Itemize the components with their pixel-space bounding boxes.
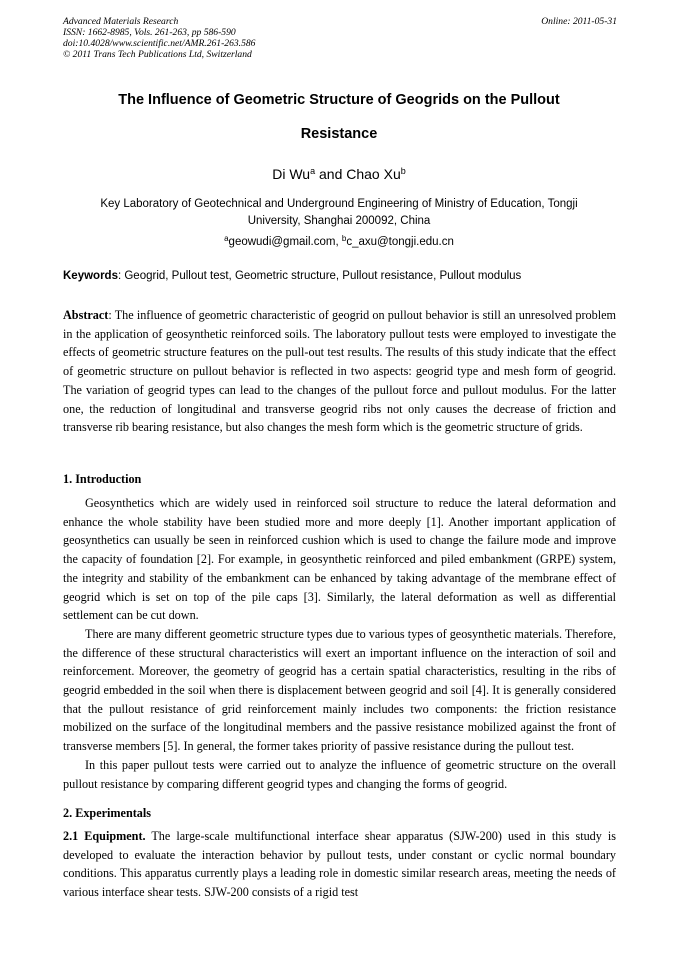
keywords	[63, 270, 617, 282]
title-line-1: The Influence of Geometric Structure of Geogrids on the Pullout	[118, 92, 560, 108]
equipment-label: 2.1 Equipment.	[63, 829, 146, 843]
abstract-label: Abstract	[63, 308, 109, 322]
author-2: Chao Xu	[346, 166, 401, 182]
intro-section	[63, 494, 616, 793]
email-2[interactable]: c_axu@tongji.edu.cn	[346, 236, 454, 248]
issn: ISSN: 1662-8985, Vols. 261-263, pp 586-590	[63, 27, 236, 38]
authors	[0, 166, 678, 182]
online-date: Online: 2011-05-31	[541, 16, 617, 27]
intro-paragraph-3: In this paper pullout tests were carried out to analyze the influence of geometric structure on the overall pullout resistance by comparing different geogrid types and changing the forms of geogrid.	[63, 757, 616, 791]
email-1-sup: a	[224, 234, 229, 243]
equipment-section	[63, 827, 616, 902]
intro-paragraph-2: There are many different geometric structure types due to various types of geosynthetic materials. Therefore, the difference of these structural characteristics will exert an important influence on the interaction of soil and reinforcement. Moreover, the geometry of geogrid has a certain spatial characteristics, resulting in the ribs of geogrid embedded in the soil when there is displacement between geogrid and soil [4]. It is generally considered that the pullout resistance of grid reinforcement mainly includes two components: the friction resistance mobilized on the surface of the longitudinal members and the passive resistance mobilized against the front of transverse members [5]. In general, the former takes priority of passive resistance during the pullout test.	[63, 626, 616, 754]
journal-header	[63, 16, 617, 60]
intro-heading: 1. Introduction	[63, 472, 142, 486]
emails	[40, 230, 638, 251]
experimentals-heading: 2. Experimentals	[63, 806, 152, 820]
affiliation-line-2: University, Shanghai 200092, China	[247, 215, 431, 227]
equipment-text: The large-scale multifunctional interface shear apparatus (SJW-200) used in this study is developed to evaluate the interaction behavior by pullout tests, under constant or cyclic normal boundary conditions. This apparatus currently plays a leading role in domestic similar research areas, meeting the needs of various interface shear tests. SJW-200 consists of a rigid test	[63, 829, 617, 900]
doi: doi:10.4028/www.scientific.net/AMR.261-263.586	[63, 38, 256, 49]
intro-paragraph-1: Geosynthetics which are widely used in reinforced soil structure to reduce the lateral deformation and enhance the whole stability have been studied more and more deeply [1]. Another important application of geosynthetics can usually be seen in reinforced cushion which is used to change the failure mode and improve the capacity of foundation [2]. For example, in geosynthetic reinforced and piled embankment (GRPE) system, the integrity and stability of the embankment can be enhanced by taking advantage of the membrane effect of geogrid which is set on top of the pile caps [3]. Similarly, the lateral deformation as well as differential settlement can be cut down.	[63, 496, 616, 623]
author-2-sup: b	[400, 166, 406, 176]
title-line-2: Resistance	[300, 126, 378, 142]
email-1[interactable]: geowudi@gmail.com,	[228, 236, 342, 248]
author-1: Di Wu	[272, 166, 311, 182]
affiliation	[40, 196, 638, 251]
abstract-text: : The influence of geometric characteristic of geogrid on pullout behavior is still an unresolved problem in the application of geosynthetic reinforced soils. The laboratory pullout tests were employed to investigate the effects of geometric structure features on the pull-out test results. The results of this study indicate that the effect of geometric structure on pullout behavior is reflected in two aspects: geogrid type and mesh form of geogrid. The variation of geogrid types can lead to the changes of the pullout force and pullout modulus. For the latter one, the reduction of longitudinal and transverse geogrid ribs not only causes the decrease of friction and transverse rib bearing resistance, but also changes the mesh form which is the geometric structure of grids.	[63, 308, 616, 435]
keywords-text: : Geogrid, Pullout test, Geometric structure, Pullout resistance, Pullout modulus	[117, 270, 522, 282]
abstract	[63, 306, 616, 437]
keywords-label: Keywords	[63, 270, 118, 282]
email-2-sup: b	[341, 234, 347, 243]
author-and: and	[315, 166, 347, 182]
affiliation-line-1: Key Laboratory of Geotechnical and Underground Engineering of Ministry of Education, Tongji	[100, 198, 578, 210]
journal-name: Advanced Materials Research	[63, 16, 179, 27]
author-1-sup: a	[310, 166, 316, 176]
copyright: © 2011 Trans Tech Publications Ltd, Switzerland	[63, 49, 252, 60]
